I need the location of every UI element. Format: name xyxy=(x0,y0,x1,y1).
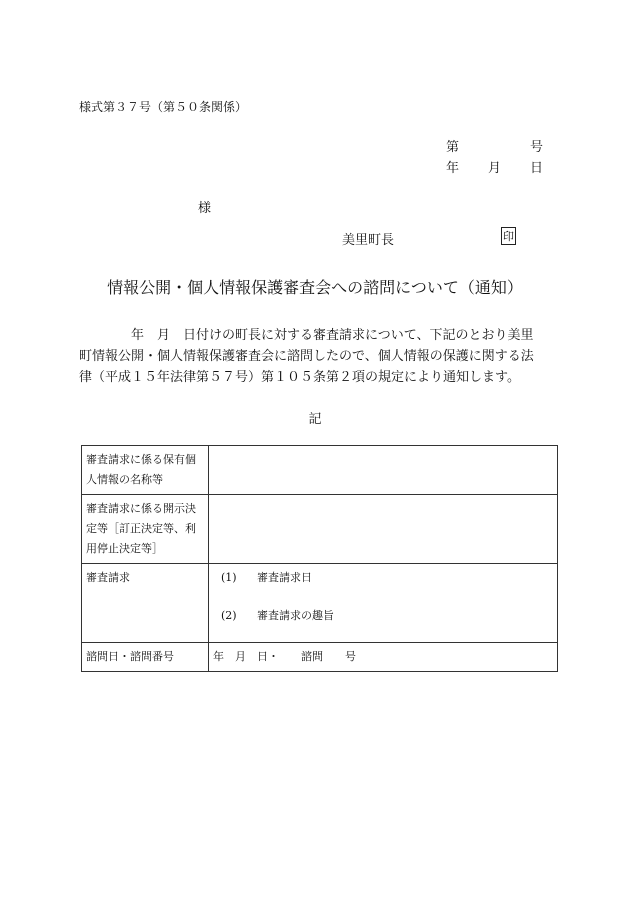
date-year: 年 xyxy=(446,161,460,176)
item-text: 審査請求日 xyxy=(257,571,312,584)
item-text: 審査請求の趣旨 xyxy=(257,609,334,622)
ki-heading: 記 xyxy=(308,412,322,427)
value-cell-request xyxy=(209,564,558,643)
document-title: 情報公開・個人情報保護審査会への諮問について（通知） xyxy=(107,278,523,297)
date-day: 日 xyxy=(530,161,544,176)
value-cell-inquiry: 年 月 日・ 諮問 号 xyxy=(209,643,558,672)
request-item-date xyxy=(213,568,553,588)
request-item-purpose xyxy=(213,606,553,626)
table-row xyxy=(82,564,558,643)
value-cell-personal-info xyxy=(209,446,558,495)
doc-no-suffix: 号 xyxy=(530,140,544,155)
body-line: 年 月 日付けの町長に対する審査請求について、下記のとおり美里 xyxy=(79,328,534,343)
row-label-personal-info: 審査請求に係る保有個人情報の名称等 xyxy=(82,446,209,495)
table-row xyxy=(82,643,558,672)
form-number: 様式第３７号（第５０条関係） xyxy=(79,100,248,114)
doc-no-prefix: 第 xyxy=(446,140,460,155)
item-number: (1) xyxy=(221,571,237,584)
seal-stamp: 印 xyxy=(501,227,516,245)
body-line: 律（平成１５年法律第５７号）第１０５条第２項の規定により通知します。 xyxy=(79,370,520,385)
row-label-inquiry: 諮問日・諮問番号 xyxy=(82,643,209,672)
table-row xyxy=(82,495,558,564)
body-text xyxy=(79,325,559,388)
info-table xyxy=(81,445,558,672)
sender: 美里町長 xyxy=(342,233,395,248)
value-cell-disclosure-decision xyxy=(209,495,558,564)
row-label-request: 審査請求 xyxy=(82,564,209,643)
body-line: 町情報公開・個人情報保護審査会に諮問したので、個人情報の保護に関する法 xyxy=(79,349,534,364)
row-label-disclosure-decision: 審査請求に係る開示決定等［訂正決定等、利用停止決定等］ xyxy=(82,495,209,564)
item-number: (2) xyxy=(221,609,237,622)
addressee: 様 xyxy=(198,201,212,216)
date-month: 月 xyxy=(488,161,502,176)
table-row xyxy=(82,446,558,495)
